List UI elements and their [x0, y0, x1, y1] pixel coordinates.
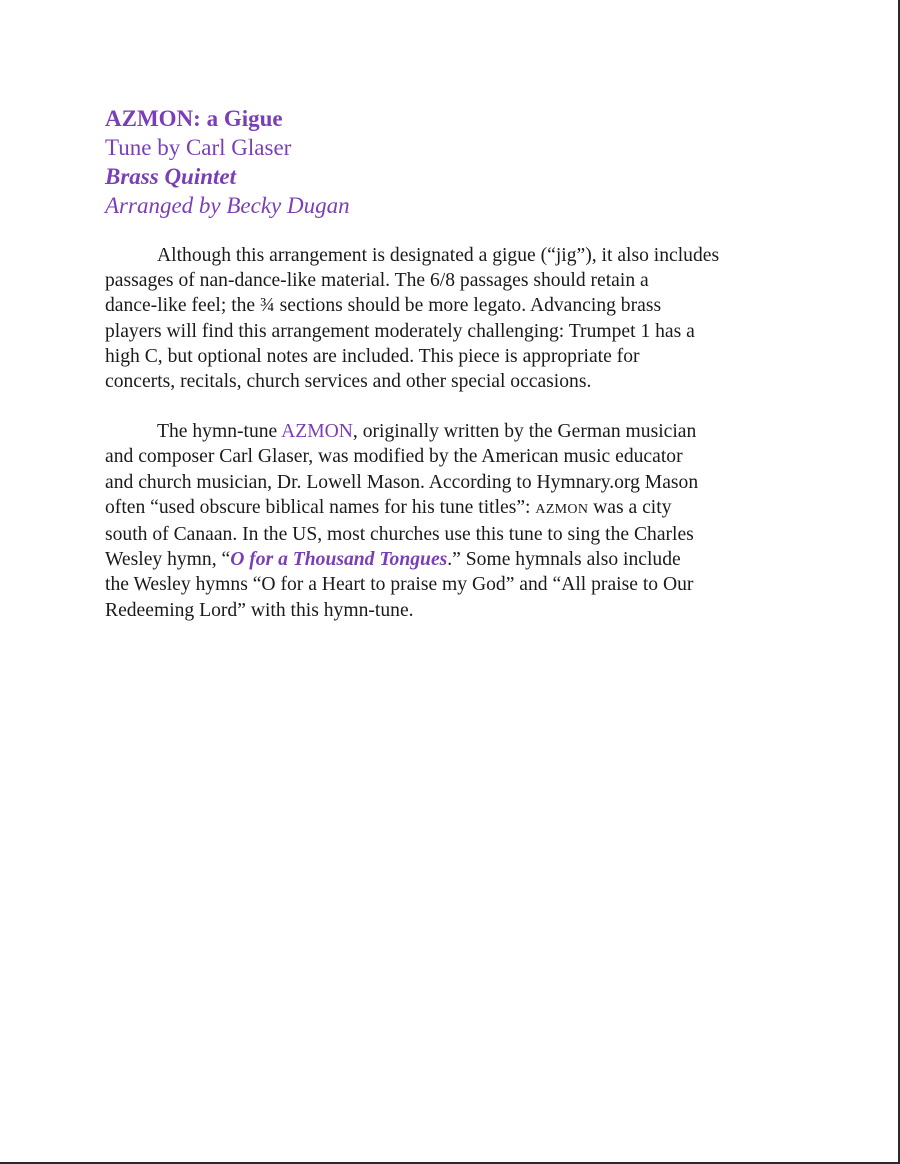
piece-title: AZMON: a Gigue — [105, 106, 283, 131]
text-line: The hymn-tune AZMON, originally written by the German musician — [157, 421, 697, 443]
arranger-credit: Arranged by Becky Dugan — [105, 193, 350, 218]
text-line: Although this arrangement is designated a gigue (“jig”), it also includes — [157, 245, 720, 266]
text-line: south of Canaan. In the US, most churches use this tune to sing the Charles — [105, 524, 694, 546]
text-line: Wesley hymn, “O for a Thousand Tongues.” Some hymnals also include — [105, 549, 681, 571]
text-line: and church musician, Dr. Lowell Mason. According to Hymnary.org Mason — [105, 471, 699, 493]
text-line: often “used obscure biblical names for his tune titles”: AZMON was a city — [105, 496, 672, 518]
paragraph-description — [105, 243, 805, 394]
ensemble-label: Brass Quintet — [105, 164, 237, 189]
text-line: the Wesley hymns “O for a Heart to praise my God” and “All praise to Our — [105, 574, 694, 596]
text-line: high C, but optional notes are included. This piece is appropriate for — [105, 345, 640, 367]
tune-name: AZMON — [281, 421, 353, 443]
text-line: concerts, recitals, church services and other special occasions. — [105, 371, 592, 393]
text-line: dance-like feel; the ¾ sections should be more legato. Advancing brass — [105, 295, 662, 317]
text-line: Redeeming Lord” with this hymn-tune. — [105, 599, 414, 621]
text-line: and composer Carl Glaser, was modified by the American music educator — [105, 446, 683, 468]
tune-credit: Tune by Carl Glaser — [105, 135, 292, 160]
text-line: passages of nan-dance-like material. The 6/8 passages should retain a — [105, 270, 649, 292]
text-line: players will find this arrangement moderately challenging: Trumpet 1 has a — [105, 320, 695, 342]
body-text — [105, 243, 805, 648]
tune-name-smallcaps: AZMON — [535, 501, 589, 517]
paragraph-history — [105, 419, 805, 623]
heading-block — [105, 104, 805, 220]
hymn-title: O for a Thousand Tongues — [230, 549, 448, 571]
